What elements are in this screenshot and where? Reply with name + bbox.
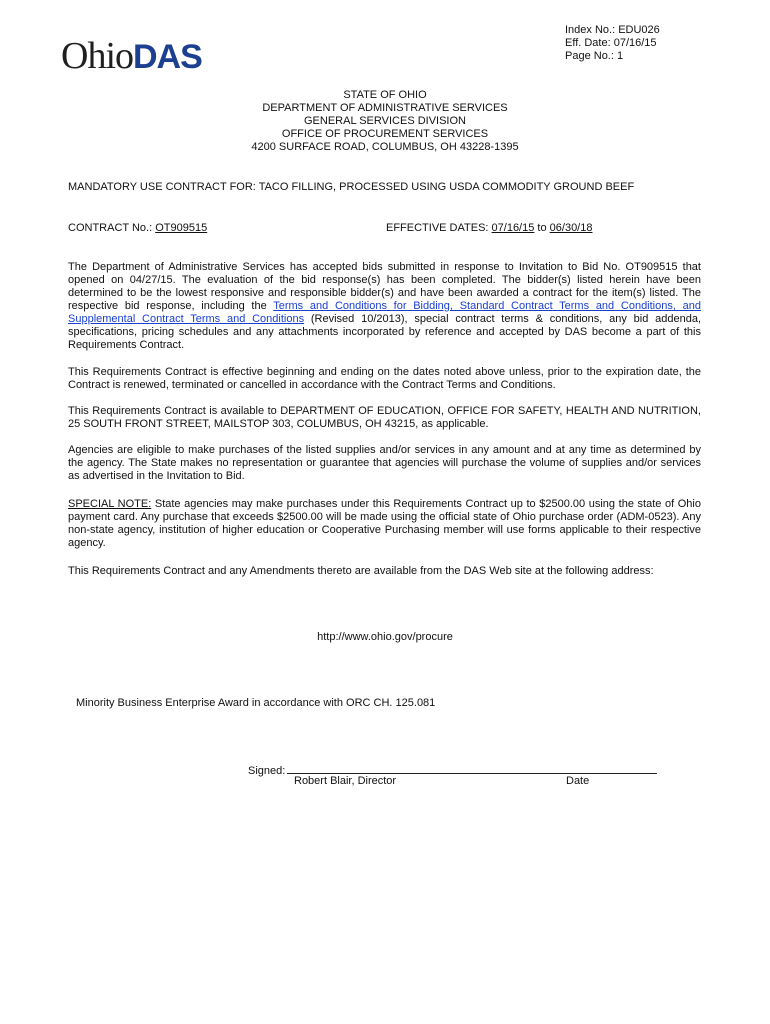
logo-ohio-text: Ohio xyxy=(61,35,133,77)
date-separator: to xyxy=(534,222,550,234)
page-number: Page No.: 1 xyxy=(565,50,624,62)
award-text-a: The Department of Administrative Services has accepted bids submitted in response to Invitation to Bid No. OT909515 that opened on 04/27/15. The evaluation of the bid response(s) has been completed. The bidder(s) listed herein have been determined to be the lowest responsive and responsible bidder(s) and have been awarded a contract for the item(s) listed. The respective bid response, including the xyxy=(68,261,701,312)
effective-dates-row xyxy=(386,222,592,234)
agency-line-2: DEPARTMENT OF ADMINISTRATIVE SERVICES xyxy=(262,102,508,114)
award-paragraph xyxy=(68,261,701,352)
contract-number-label: CONTRACT No.: xyxy=(68,222,156,234)
web-address: http://www.ohio.gov/procure xyxy=(317,631,453,643)
effective-date: Eff. Date: 07/16/15 xyxy=(565,37,657,49)
agency-line-3: GENERAL SERVICES DIVISION xyxy=(304,115,466,127)
logo-das-text: DAS xyxy=(133,38,202,76)
effective-dates-label: EFFECTIVE DATES: xyxy=(386,222,492,234)
ohio-das-logo xyxy=(61,36,202,76)
agency-header xyxy=(0,89,770,154)
special-note-label: SPECIAL NOTE: xyxy=(68,498,152,510)
website-paragraph: This Requirements Contract and any Amendments thereto are available from the DAS Web site at the following address: xyxy=(68,565,654,577)
agency-line-1: STATE OF OHIO xyxy=(343,89,427,101)
award-text-b: (Revised 10/2013), special contract terms & conditions, any bid addenda, specifications, pricing schedules and any attachments incorporated by reference and accepted by DAS become a part of this Requirements Contract. xyxy=(68,313,701,351)
contract-number-row xyxy=(68,222,207,234)
effective-paragraph: This Requirements Contract is effective beginning and ending on the dates noted above unless, prior to the expiration date, the Contract is renewed, terminated or cancelled in accordance with the Contract Terms and Conditions. xyxy=(68,366,701,391)
agency-address: 4200 SURFACE ROAD, COLUMBUS, OH 43228-1395 xyxy=(251,141,519,153)
eligibility-paragraph: Agencies are eligible to make purchases of the listed supplies and/or services in any amount and at any time as determined by the agency. The State makes no representation or guarantee that agencies will purchase the volume of supplies and/or services as advertised in the Invitation to Bid. xyxy=(68,444,701,482)
mbe-statement: Minority Business Enterprise Award in accordance with ORC CH. 125.081 xyxy=(76,697,436,709)
availability-paragraph: This Requirements Contract is available to DEPARTMENT OF EDUCATION, OFFICE FOR SAFETY, HEALTH AND NUTRITION, 25 SOUTH FRONT STREET, MAILSTOP 303, COLUMBUS, OH 43215, as applicable. xyxy=(68,405,701,430)
terms-conditions-link[interactable]: Terms and Conditions for Bidding, Standard Contract Terms and Conditions, and Supplemental Contract Terms and Conditions xyxy=(68,300,701,325)
index-number: Index No.: EDU026 xyxy=(565,24,660,36)
index-block xyxy=(565,24,660,63)
special-note-text: State agencies may make purchases under this Requirements Contract up to $2500.00 using the state of Ohio payment card. Any purchase that exceeds $2500.00 will be made using the official state of Ohio purchase order (ADM-0523). Any non-state agency, institution of higher education or Cooperative Purchasing member will use forms applicable to their respective agency. xyxy=(68,498,701,549)
director-name: Robert Blair, Director xyxy=(294,775,397,787)
signature-line xyxy=(287,763,657,774)
effective-start-date: 07/16/15 xyxy=(491,222,535,234)
special-note-paragraph xyxy=(68,498,701,550)
agency-line-4: OFFICE OF PROCUREMENT SERVICES xyxy=(281,128,489,140)
date-label: Date xyxy=(566,775,590,787)
contract-number: OT909515 xyxy=(155,222,208,234)
effective-end-date: 06/30/18 xyxy=(549,222,593,234)
contract-subject: MANDATORY USE CONTRACT FOR: TACO FILLING, PROCESSED USING USDA COMMODITY GROUND BEEF xyxy=(68,181,635,193)
signed-label: Signed: xyxy=(248,765,286,777)
